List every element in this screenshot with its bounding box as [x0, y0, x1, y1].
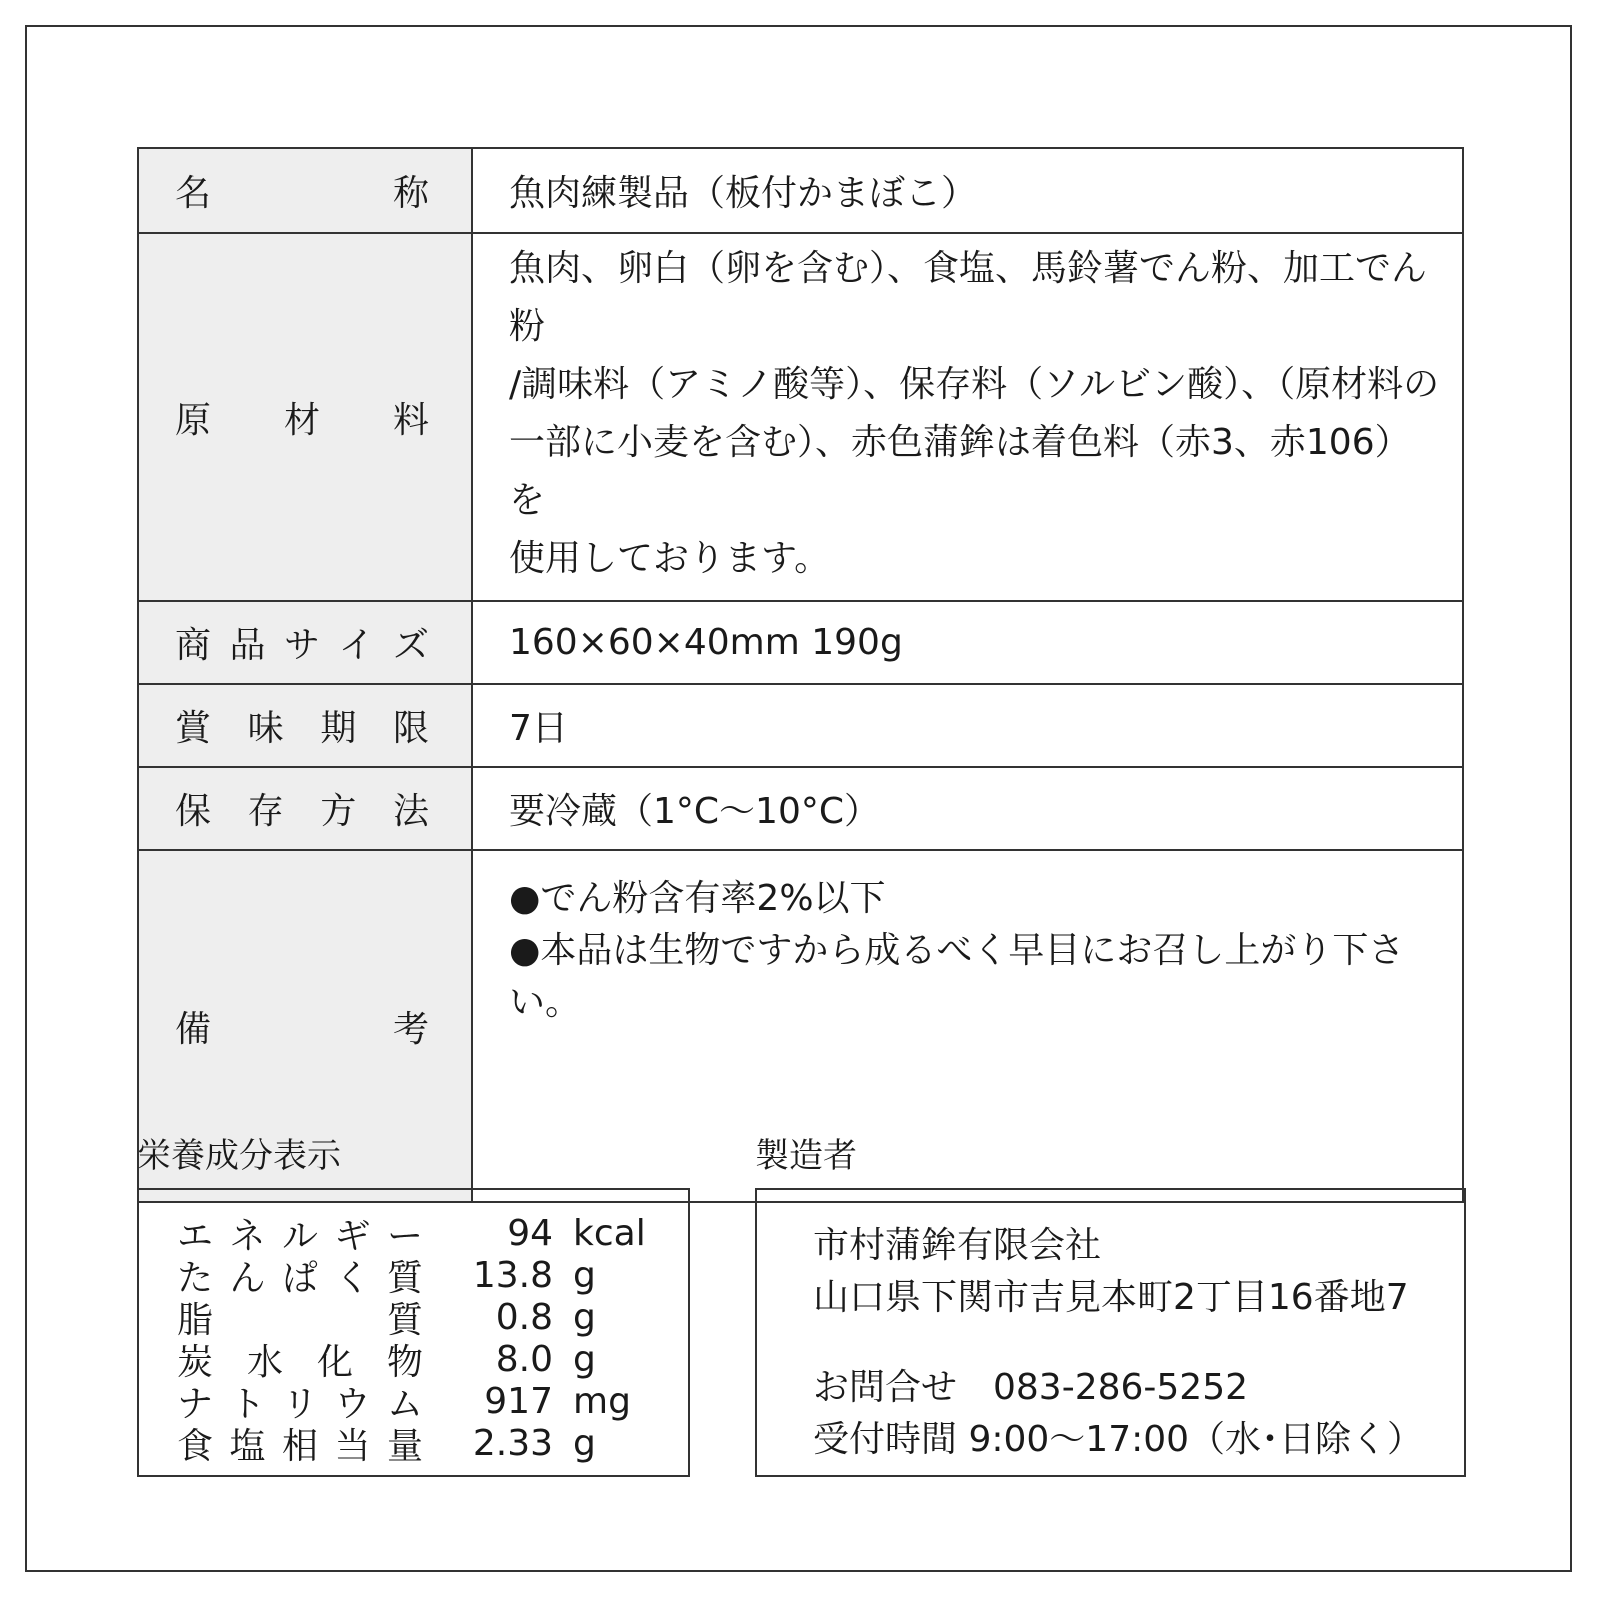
label-char: 賞	[175, 708, 212, 749]
value-notes	[472, 850, 1463, 1202]
label-char: 量	[386, 1425, 423, 1467]
label-char: リ	[281, 1383, 318, 1425]
note-line: ●でん粉含有率2%以下	[509, 878, 886, 919]
nutrition-unit: kcal	[573, 1212, 646, 1254]
label-char: く	[334, 1257, 371, 1299]
label-char: 名	[175, 173, 212, 214]
label-char: 塩	[229, 1425, 266, 1467]
label-char: 物	[386, 1341, 423, 1383]
nutrition-title: 栄養成分表示	[137, 1136, 341, 1176]
label-char: 材	[283, 399, 320, 441]
spacer	[813, 1324, 1464, 1362]
label-char: 化	[316, 1341, 353, 1383]
nutrition-amount: 0.8	[495, 1296, 553, 1338]
note-line: ●本品は生物ですから成るべく早目にお召し上がり下さい。	[509, 930, 1405, 1023]
label-char: ム	[386, 1383, 423, 1425]
ingredients-line: /調味料（アミノ酸等）、保存料（ソルビン酸）、（原材料の	[509, 364, 1440, 405]
maker-hours: 受付時間 9:00〜17:00（水･日除く）	[813, 1419, 1424, 1460]
label-char: 法	[392, 791, 429, 832]
maker-company: 市村蒲鉾有限会社	[813, 1225, 1102, 1266]
ingredients-line: 一部に小麦を含む）、赤色蒲鉾は着色料（赤3、赤106）を	[509, 422, 1411, 521]
value-ingredients	[472, 233, 1463, 601]
maker-address: 山口県下関市吉見本町2丁目16番地7	[813, 1277, 1409, 1318]
label-char: 品	[229, 625, 266, 666]
label-char: 質	[386, 1257, 423, 1299]
nutrition-row	[177, 1380, 688, 1425]
value-size: 160×60×40mm 190g	[472, 601, 1463, 684]
table-row-expiry	[138, 684, 1463, 767]
label-char: 当	[334, 1425, 371, 1467]
nutrition-row	[177, 1422, 688, 1467]
label-char: サ	[283, 625, 320, 666]
label-char: 質	[386, 1299, 423, 1341]
label-char: 料	[392, 399, 429, 441]
label-char: ズ	[392, 625, 429, 666]
label-expiry	[138, 684, 472, 767]
label-char: ん	[229, 1257, 266, 1299]
nutrition-unit: g	[573, 1422, 596, 1464]
nutrition-unit: g	[573, 1254, 596, 1296]
nutrition-amount: 13.8	[472, 1254, 553, 1296]
label-char: ウ	[334, 1383, 371, 1425]
label-ingredients	[138, 233, 472, 601]
nutrition-amount: 917	[484, 1380, 553, 1422]
nutrition-amount: 94	[507, 1212, 553, 1254]
nutrition-amount: 2.33	[472, 1422, 553, 1464]
label-char: イ	[338, 625, 375, 666]
label-char: ナ	[177, 1383, 214, 1425]
label-char: た	[177, 1257, 214, 1299]
maker-contact: お問合せ 083-286-5252	[813, 1367, 1249, 1408]
label-char: 味	[247, 708, 284, 749]
label-char: 脂	[177, 1299, 214, 1341]
ingredients-line: 使用しております。	[509, 538, 831, 579]
label-char: エ	[177, 1215, 214, 1257]
maker-title: 製造者	[755, 1136, 857, 1176]
maker-box	[755, 1188, 1466, 1477]
table-row-storage	[138, 767, 1463, 850]
product-info-table	[137, 147, 1464, 1203]
nutrition-box	[137, 1188, 690, 1477]
label-char: 食	[177, 1425, 214, 1467]
label-char: ネ	[229, 1215, 266, 1257]
label-char: 原	[175, 399, 212, 441]
label-char: 方	[320, 791, 357, 832]
label-char: 限	[392, 708, 429, 749]
label-char: ー	[386, 1215, 423, 1257]
nutrition-amount: 8.0	[495, 1338, 553, 1380]
table-row-size	[138, 601, 1463, 684]
label-char: 商	[175, 625, 212, 666]
label-char: 相	[281, 1425, 318, 1467]
label-char: ギ	[334, 1215, 371, 1257]
value-name: 魚肉練製品（板付かまぼこ）	[472, 148, 1463, 233]
value-storage: 要冷蔵（1°C〜10°C）	[472, 767, 1463, 850]
nutrition-row	[177, 1254, 688, 1299]
nutrition-unit: g	[573, 1296, 596, 1338]
table-row-ingredients	[138, 233, 1463, 601]
label-char: ル	[281, 1215, 318, 1257]
label-char: 称	[392, 173, 429, 214]
label-char: 備	[175, 1008, 212, 1050]
value-expiry: 7日	[472, 684, 1463, 767]
label-char: 存	[247, 791, 284, 832]
label-size	[138, 601, 472, 684]
label-char: ト	[229, 1383, 266, 1425]
label-char: ぱ	[281, 1257, 318, 1299]
label-char: 考	[392, 1008, 429, 1050]
label-char: 保	[175, 791, 212, 832]
nutrition-row	[177, 1296, 688, 1341]
label-name	[138, 148, 472, 233]
label-char: 期	[320, 708, 357, 749]
nutrition-row	[177, 1338, 688, 1383]
label-char: 炭	[177, 1341, 214, 1383]
table-row-name	[138, 148, 1463, 233]
label-char: 水	[246, 1341, 283, 1383]
nutrition-label	[177, 1418, 423, 1469]
nutrition-unit: g	[573, 1338, 596, 1380]
ingredients-line: 魚肉、卵白（卵を含む）、食塩、馬鈴薯でん粉、加工でん粉	[509, 248, 1428, 347]
nutrition-unit: mg	[573, 1380, 631, 1422]
nutrition-row	[177, 1212, 688, 1257]
label-storage	[138, 767, 472, 850]
